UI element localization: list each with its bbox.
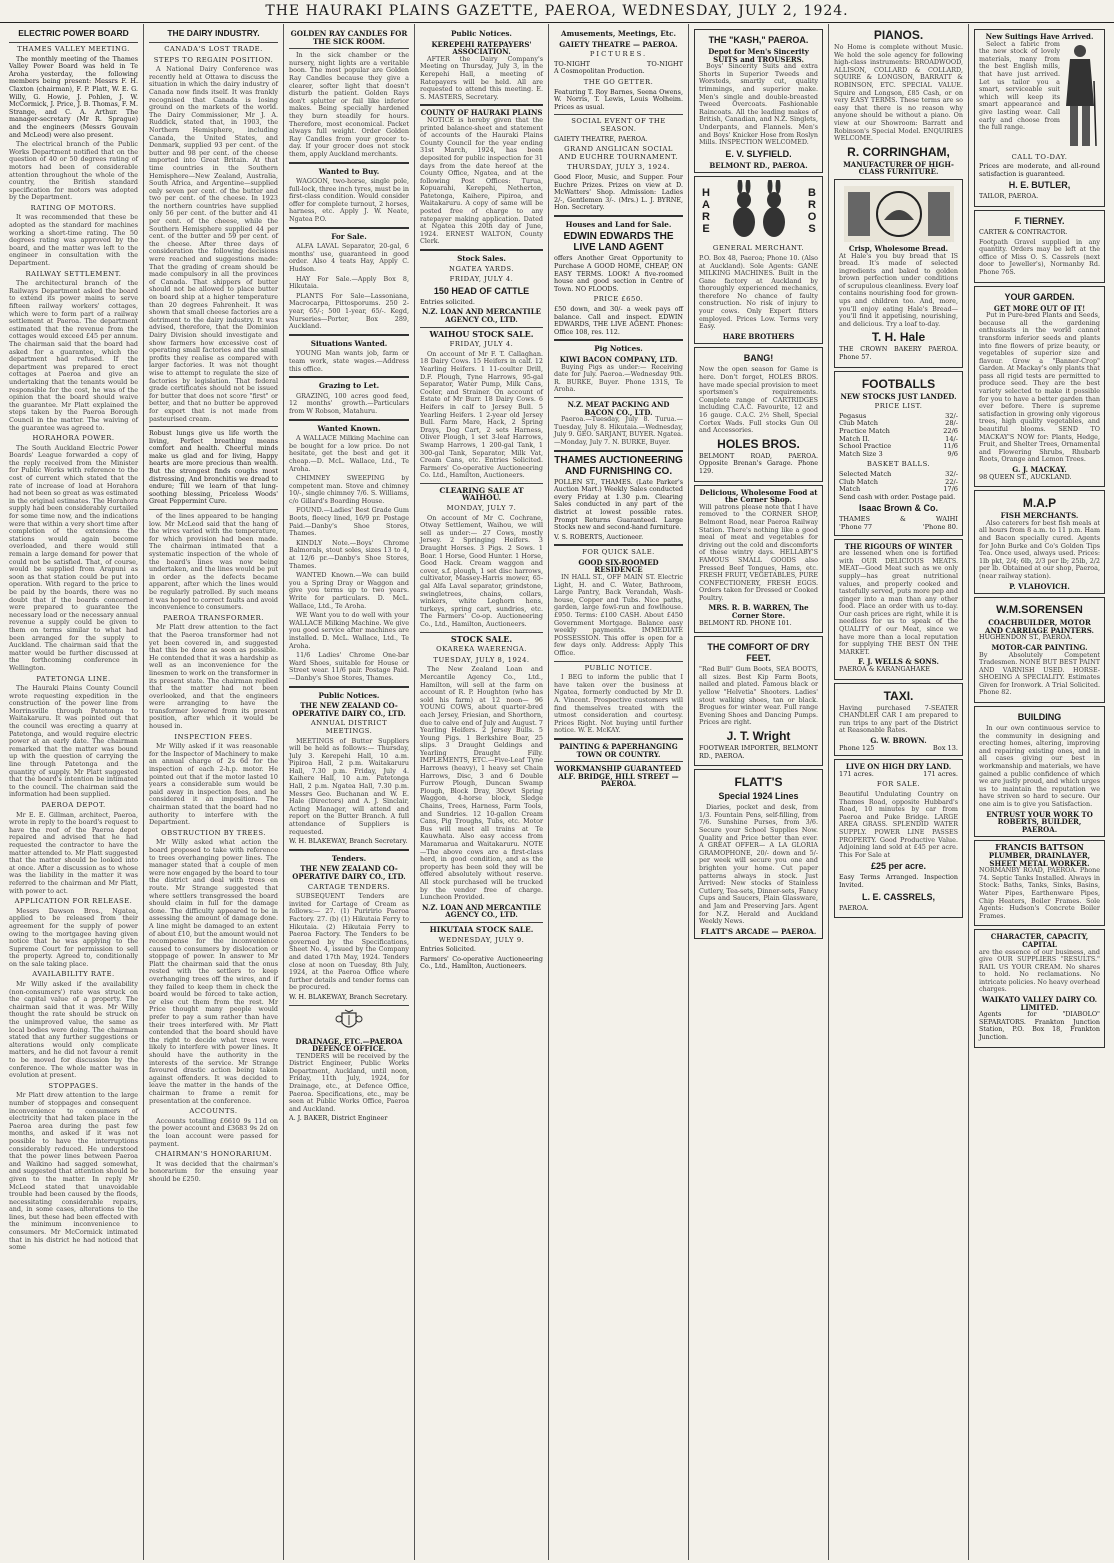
basketball-price-list xyxy=(839,471,958,494)
ad-text: Will patrons please note that I have removed to the CORNER SHOP, Belmont Road, near Paeroa Railway Station. There's nothing like a good meal of meat and vegetables for driving out the cold and discomforts of these wintry days. HELLABY'S FAMOUS SMALL GOODS also Pressed Beef Tongues, Hams, etc. FRESH FRUIT, VEGETABLES, PURE CONFECTIONERY, FRESH EGGS. Orders taken for Dressed or Cooked Poultry. xyxy=(699,502,818,602)
section-header: For Sale. xyxy=(331,231,367,241)
ad-text: GRAZING, 100 acres good feed, 12 months' growth.—Particulars from W Robson, Matahuru. xyxy=(289,391,409,415)
item-price: 17/6 xyxy=(943,485,958,494)
ad-title: YOUR GARDEN. xyxy=(1004,291,1075,302)
footballs-ad xyxy=(834,371,963,536)
ad-text: A Cosmopolitan Production. xyxy=(554,67,645,76)
column-stock-sales xyxy=(415,24,549,1560)
ad-text: Beautiful Undulating Country on Thames Road, opposite Hubbard's Road, 10 minutes by car from Paeroa and Puke Bridge. LARGE AREA GRASS. SPLENDID WATER SUPPLY. POWER LINE PASSES PROPERTY. Good Productive Value. Adjoining land sold at £45 per acre. This For Sale at xyxy=(839,789,958,859)
holes-bros-ad xyxy=(694,347,823,481)
ad-title: PIANOS. xyxy=(873,28,924,42)
ad-text: NOTICE is hereby given that the printed balance-sheet and statement of accounts of the Hauraki Plains County Council for the year ending 31st March, 1924, has been deposited for public inspection for 31 days from the date hereof at the County Office, Ngatea, and at the following Post Offices: Turua, Kopuarahi, Kerepehi, Netherton, Patetonga, Kaihere, Pipiroa, and Waitakaruru. A copy of same will be posted free of charge to any ratepayer making application. Dated at Ngatea this 20th day of June, 1924. ERNEST WALTON, County Clerk. xyxy=(420,115,543,246)
section-heading: CHAIRMAN'S HONORARIUM. xyxy=(154,1150,273,1159)
ad-text: At Hale's you buy bread that IS bread. It's made of selected ingredients and baked to golden brown perfection under conditions of scrupulous cleanliness. Every loaf contains nourishing food for grown-ups and children too. And, more, you'll enjoy eating Hale's Bread—you'll find it appetising, nourishing, and delicious. Try a loaf to-day. xyxy=(839,251,958,328)
masthead: THE HAURAKI PLAINS GAZETTE, PAEROA, WEDNESDAY, JULY 2, 1924. xyxy=(0,0,1114,23)
film-title: THE GO GETTER. xyxy=(583,77,654,86)
sale-title: WAIHOU STOCK SALE. xyxy=(429,328,534,339)
section-heading: OBSTRUCTION BY TREES. xyxy=(161,828,266,837)
gentleman-illustration-icon xyxy=(1060,41,1100,151)
column-retail xyxy=(689,24,829,1560)
section-heading: RAILWAY SETTLEMENT. xyxy=(25,269,122,278)
ad-title: KEREPEHI RATEPAYERS' ASSOCIATION. xyxy=(431,39,532,57)
ad-text: In our own continuous service to the community in designing and erecting homes, altering, improving and repairing existing ones, and in all cases giving our best in workmanship and materials, we have gained a public confidence of which we are justly proud, and which urges us to maintain the reputation we have striven so hard to secure. Our one aim is to give you Satisfaction. xyxy=(979,724,1100,808)
ad-text: Select a fabric from the new stock of lovely materials, many from the best English mills, that have just arrived. Let us tailor you a smart, serviceable suit which will keep its smart appearance and give lasting wear. Call early and choose from the full range. xyxy=(979,39,1060,132)
article-subtitle: THAMES VALLEY MEETING. xyxy=(17,45,130,53)
service-heading: MOTOR-CAR PAINTING. xyxy=(991,642,1088,652)
ad-text: WE Want you to do well with your WALLACE Milking Machine. We give you good service after machines are installed. D. McL. Wallace, Ltd., Te Aroha. xyxy=(289,611,409,650)
sale-list: On account of Mr C. Cochrane, Otway Settlement, Waihou, we will sell as under:— 27 Cows, mostly Jersey. 2 Springing Heifers. 3 Draught Horses. 3 Pigs. 2 Sows. 1 Boar. 1 Horse, Good Hunter. 1 Horse, Good Hack. Cream waggon and cover, s.f. plough, 1 set disc harrows, cultivator, Massey-Harris mower, 65-gal Alfa Laval separator, grindstone, swingletrees, chains, collars, winkers, white Leghorn hens, turkeys, spring cart, sundries, etc. The Farmers' Co-op. Auctioneering Co., Ltd., Hamilton, Auctioneers. xyxy=(420,513,543,628)
item-name: Match Size 3 xyxy=(839,449,883,458)
poem-text: Robust lungs give us life worth the living, Perfect breathing means comfort and health. Cheerful minds make us glad and for living, Happy hearts are more precious than wealth. But the strongest finds coughs most distressing, And bronchitis we dread to endure; Till we learn of that lung-soothing blessing, Priceless Woods' Great Peppermint Cure. xyxy=(149,429,278,506)
section-header: Wanted to Buy. xyxy=(318,166,380,176)
section-heading: STEPS TO REGAIN POSITION. xyxy=(153,55,274,64)
body-text: Mr Willy asked if it was reasonable for the Inspector of Machinery to make an annual charge of 2s 6d for the inspection of each 2-h.p. motor. He pointed out that if the motor lasted 10 years a considerable sum would be paid away in inspection fees, and he considered it an imposition. The chairman stated that the board had no authority to interfere with the Department. xyxy=(149,742,278,827)
ad-text: MEETINGS of Butter Suppliers will be held as follows:— Thursday, July 3. Kerepehi Hall, 10 a.m. Pipiroa Hall, 2 p.m. Waitakaruru Hall, 7.30 p.m. Friday, July 4. Kaihere Hall, 10 a.m. Patetonga Hall, 2 p.m. Ngatea Hall, 7.30 p.m. Messrs Geo. Buchanan and W. E. Hale (Directors) and A. J. Sinclair, Acting Manager, will attend and report on the Butter Branch. A full attendance of Suppliers is requested. xyxy=(289,736,409,836)
body-text: The electrical branch of the Public Works Department notified that on the question of 40 or 50 degrees rating of motors had been of considerable attention throughout the whole of the country, the British standard specification for motors was adopted by the Department. xyxy=(9,140,138,202)
ad-title: THAMES AUCTIONEERING AND FURNISHING CO. xyxy=(554,454,683,477)
sale-headline: 150 HEAD OF CATTLE xyxy=(433,285,530,296)
ad-text: SUBSEQUENT Tenders are invited for Cartage of Cream as follows:— 27. (1) Puriririo Paeroa Factory. 27. (b) (1) Hikutaia Ferry to Hikutaia. (2) Hikutaia Ferry to Paeroa Factory. The Tenders to be governed by the Specifications, Sheet No. 4, issued by the Company and dated 17th May, 1924. Tenders close at noon on Tuesday, 8th July, 1924, at the Paeroa Office where further details and tender forms can be procured. xyxy=(289,892,409,992)
ad-text: PLANTS For Sale—Lassoniana, Macrocarpa, Pittosporums. 250 2-year, 65/-; 500 1-year, 65/-. Kegd, Nurseries—Porter, Box 289, Auckland. xyxy=(289,291,409,331)
battson-ad xyxy=(974,840,1105,926)
item-price: 28/- xyxy=(945,419,958,428)
item-price: 22/- xyxy=(945,477,958,486)
address: BELMONT RD., PAEROA. xyxy=(709,160,808,170)
sale-title: STOCK SALE. xyxy=(450,633,513,644)
proprietor: P. VLAHOVICH. xyxy=(1009,581,1070,591)
body-text: The Hauraki Plains County Council wrote requesting expedition in the construction of the power line from Morrinsville through Patetonga to Waitakaruru. It was pointed out that the council was erecting a quarry at Patetonga, and would require electric power at an early date. The chairman remarked that the matter was bound up with the question of carrying the line through Patetonga and the quantity of supply. Mr Platt suggested that the board's intention be intimated to the council. The chairman said the information had been supplied. xyxy=(9,684,138,799)
ad-title: KIWI BACON COMPANY, LTD. xyxy=(559,355,678,364)
proprietor: E. V. SLYFIELD. xyxy=(725,148,792,159)
ad-text: Put in Pure-bred Plants and Seeds, because all the gardening enthusiasts in the world cannot transform inferior seeds and plants into fine flowers of prize beauty, or vegetables of superior size and flavour. Grow a "Banner-Crop" Garden. At Mackay's only plants that pass all rigid tests are permitted to produce seed. They are the best variety selected to make it possible for you to have a better garden than ever before. There is supreme satisfaction in growing only vigorous trees, high quality vegetables, and beautiful blooms. SEND TO MACKAY'S NOW for: Plants, Hedge, Fruit, and Shelter Trees, Ornamental and Flowering Shrubs, Rhubarb Roots, Orange and Lemon Trees. xyxy=(979,311,1100,464)
ad-title: TAXI. xyxy=(883,688,914,703)
store-name: F. TIERNEY. xyxy=(1014,215,1065,226)
hare-letters: HARE xyxy=(700,187,712,236)
body-text: A National Dairy Conference was recently held at Ottawa to discuss the situation in which the dairy industry of Canada now finds itself. It was frankly recognised that Canada is losing ground on the markets of the world. The Dairy Commissioner, Mr J. A. Ruddick, stated that, in 1903, the Northern Hemisphere, including Canada, the United States, and Denmark, supplied 93 per cent. of the butter and 98 per cent. of the cheese imported into Great Britain. At that time countries in the Southern Hemisphere—New Zealand, Australia, South Africa, and Argentine—supplied only seven per cent. of the butter and two per cent. of the cheese. In 1923 the northern countries have supplied only 56 per cent. of the butter and 41 per cent. of the cheese, while the Southern Hemisphere supplied 44 per cent. of the butter and 59 per cent. of the cheese. After three days of consideration the following decisions were reached and suggestions made: That the grading of cream should be made compulsory in all the provinces of Canada. That shippers of butter should not be allowed to place butter on board ship at a higher temperature than 20 degrees Fahrenheit. It was shown that small cheese factories are a detriment to the dairy industry. It was advised, therefore, that the Dominion Dairy Division should investigate and show farmers how excessive cost of operating small factories and the small profits they realise as compared with larger factories. It was not thought wise to attempt to regulate the size of factories by legislation. That federal grade certificates should not be issued for butter that does not score "first" or better, and that no butter be approved for export that is not made from pasteurised cream. xyxy=(149,65,278,423)
ad-subtitle: FISH MERCHANTS. xyxy=(1000,511,1079,521)
ad-text: Footpath Gravel supplied in any quantity. Orders may be left at the office of Miss O. S. Cassrels (next door to Jeweller's), Normanby Rd. Phone 76S. xyxy=(979,237,1100,276)
ad-signature: W. H. BLAKEWAY, Branch Secretary. xyxy=(289,837,408,846)
auctioneer: N.Z. LOAN AND MERCANTILE AGENCY CO., LTD. xyxy=(422,902,541,920)
football-price-list xyxy=(839,413,958,459)
ad-title: CHARACTER, CAPACITY, CAPITAL xyxy=(990,932,1089,949)
ad-title: COUNTY OF HAURAKI PLAINS xyxy=(420,108,543,118)
event-date: THURSDAY, JULY 3, 1924. xyxy=(567,163,670,172)
agent-name: L. E. CASSRELS, xyxy=(861,891,935,902)
ad-text: Send cash with order. Postage paid. xyxy=(839,492,956,501)
proprietor: MRS. R. B. WARREN, The Corner Store. xyxy=(708,603,809,621)
item-price: 22/6 xyxy=(943,427,958,435)
wells-ad xyxy=(834,539,963,680)
column-electric-power xyxy=(4,24,144,1560)
article-title: THE DAIRY INDUSTRY. xyxy=(167,28,260,38)
column-trades xyxy=(969,24,1110,1560)
sale-list: On account of Mr F. T. Callaghan. 18 Dairy Cows. 15 Heifers in calf. 12 Yearling Heifers. 1 11-coulter Drill, D.F. Plough, Tyne Harrows, 95-gal Separator, Water Pump, Milk Cans, Cooler, and Strainer. On account of Estate of Mr Burr. 18 Dairy Cows. 6 Heifers in calf to Jersey Bull. 5 Yearling Heifers. 1 2-year old Jersey Bull. Farm Mare, Hack, 2 Spring Drays, Dog Cart, 2 sets Harness, Oliver Plough, 1 set 3-leaf Harrows, Swamp Harrows, 1 200-gal Tank, 1 300-gal Tank, Separator, Milk Vat, Cream Cans, etc. Entries Solicited. Farmers' Co-operative Auctioneering Co. Ltd., Hamilton, Auctioneers. xyxy=(420,349,543,480)
ad-text: 11/6 Ladies' Chrome One-bar Ward Shoes, suitable for House or Street wear. 11/6 pair. Postage Paid.—Danby's Shoe Stores, Thames. xyxy=(289,651,409,682)
coat-of-arms-icon xyxy=(334,1009,364,1035)
sale-note: Farmers' Co-operative Auctioneering Co., Ltd., Hamilton, Auctioneers. xyxy=(420,954,543,971)
section-heading: AVAILABILITY RATE. xyxy=(32,970,115,979)
item-name: Selected Match xyxy=(839,469,892,478)
price-list-heading: PRICE LIST. xyxy=(874,402,923,411)
ad-title: Crisp, Wholesome Bread. xyxy=(848,243,949,253)
bros-letters: BROS xyxy=(806,187,818,236)
section-heading: INSPECTION FEES. xyxy=(174,732,253,741)
body-text: It was recommended that these be adopted as the standard for machines working a short-time rating. The 50 degrees rating was approved by the board, and the matter was left to the engineer in consultation with the Department. xyxy=(9,213,138,268)
sale-note: Entries Solicited. xyxy=(420,945,476,954)
article-title: ELECTRIC POWER BOARD xyxy=(18,28,129,38)
store-name: Isaac Brown & Co. xyxy=(858,503,939,514)
store-name: FLATT'S xyxy=(734,775,783,790)
signature: HARE BROTHERS xyxy=(722,331,795,341)
ad-text: GAIETY THEATRE, PAEROA. xyxy=(554,134,648,143)
sorensen-ad xyxy=(974,597,1105,703)
vlahovich-ad xyxy=(974,490,1105,594)
address: TAILOR, PAEROA. xyxy=(979,192,1039,201)
address: THE CROWN BAKERY PAEROA. Phone 57. xyxy=(839,345,958,362)
ad-title: DRAINAGE, ETC.—PAEROA DEFENCE OFFICE. xyxy=(295,1036,403,1054)
section-heading: RATING OF MOTORS. xyxy=(30,203,117,212)
store-name: J. T. Wright xyxy=(726,729,791,743)
ad-title: PUBLIC NOTICE. xyxy=(584,663,653,672)
address: PAEROA. xyxy=(839,903,869,912)
ad-title: FOOTBALLS xyxy=(861,376,936,391)
ad-subtitle: CARTAGE TENDERS. xyxy=(307,882,391,891)
ad-subtitle: NEW STOCKS JUST LANDED. xyxy=(840,391,957,401)
item-name: Pegasus xyxy=(839,411,867,420)
column-classifieds xyxy=(284,24,415,1560)
sale-location: OKAREKA WAERENGA. xyxy=(436,645,527,654)
ad-title: THE "KASH," PAEROA. xyxy=(708,35,809,45)
section-header: Tenders. xyxy=(331,853,367,863)
ad-title: N.Z. MEAT PACKING AND BACON CO., LTD. xyxy=(567,399,670,417)
ad-subtitle: COACHBUILDER, MOTOR AND CARRIAGE PAINTERS. xyxy=(985,618,1094,635)
auctioneer: N.Z. LOAN AND MERCANTILE AGENCY CO., LTD. xyxy=(422,307,541,324)
ad-text: TENDERS will be received by the District Engineer, Public Works Department, Auckland, until noon, Friday, 11th July, 1924, for Drainage, etc., at Defence Office, Paeroa. Specifications, etc., may be seen at Public Works Office, Paeroa and Auckland. xyxy=(289,1051,409,1113)
item-name: Club Match xyxy=(839,419,878,428)
ad-text: In the sick chamber or the nursery, night lights are a veritable boon. The most popular are Golden Ray Candles because they give a clearer, softer light that doesn't disturb the patient. Golden Rays don't splutter or fail like inferior makes. Being specially hardened they burn steadily for hours. Therefore, most economical. Packet always full weight. Order Golden Ray Candles from your grocer to-day. If your grocer does not stock them, apply Auckland merchants. xyxy=(289,51,409,158)
ad-title: GOLDEN RAY CANDLES FOR THE SICK ROOM. xyxy=(290,29,408,46)
ad-text: AFTER the Dairy Company's Meeting on Thursday, July 3, in the Kerepehi Hall, a meeting of Ratepayers will be held. All are requested to attend this meeting. E. S. MASTERS, Secretary. xyxy=(420,54,543,101)
item-price: 9/6 xyxy=(947,449,958,458)
agent-name: EDWIN EDWARDS THE LIVE LAND AGENT xyxy=(563,231,674,254)
ad-text: A WALLACE Milking Machine can be bought for a low price. Do not hesitate, get the best and get it cheap.—D. McL. Wallace, Ltd., Te Aroha. xyxy=(289,434,409,473)
ad-title: LIVE ON HIGH DRY LAND. xyxy=(845,762,952,772)
item-name: Match II. xyxy=(839,434,870,443)
item-name: Match xyxy=(839,485,861,494)
body-text: Accounts totalling £6610 9s 11d on the power account and £3683 9s 2d on the loan account were passed for payment. xyxy=(149,1116,278,1148)
ad-text: Now the open season for Game is here. Don't forget, HOLES BROS. have made special provision to meet sportsmen's requirements. Complete range of CARTRIDGES including C.A.C. Favourite, 12 and 16 gauge. C.A.C. 2½ Shell, Special Cortex Wads. Full stocks Gun Oil and Accessories. xyxy=(699,365,818,435)
article-subtitle: CANADA'S LOST TRADE. xyxy=(164,45,263,53)
kash-ad xyxy=(694,29,823,173)
item-price: 14/- xyxy=(945,434,958,443)
body-text: Mr Willy asked what action the board proposed to take with reference to trees overhanging power lines. The manager stated that a couple of men were now engaged by the board to tour the district and deal with trees en route. Mr Strange suggested that where settlers transgressed the board should claim in full for the damage done. The difficulty appeared to be in assessing the amount of damage done. A line might be damaged to an extent of about £10, but the amount would not recompense for the inconvenience caused to consumers by dislocation or stoppage of power. In answer to Mr Platt the chairman said that the onus rested with the settlers to keep overhanging trees off the wires, and if they failed to keep them in check the board would be forced to take action, or else cut them from the rest. Mr Price thought many people would prefer to pay a sum rather than have their trees interfered with. Mr Platt contended that the board should have the right to decide what trees were likely to interfere with power lines. It should have the authority in the interests of the service. Mr Strange favoured drastic action being taken against offenders. It was decided to leave the matter in the hands of the chairman to frame a remit for presentation at the conference. xyxy=(149,838,278,1105)
item-name: Practice Match xyxy=(839,427,890,435)
sale-date: TUESDAY, JULY 8, 1924. xyxy=(433,655,530,664)
section-header: Stock Sales. xyxy=(457,254,506,264)
ad-text: YOUNG Man wants job, farm or team work, state wages.—Address this office. xyxy=(289,349,409,373)
ad-signature: V. S. ROBERTS, Auctioneer. xyxy=(554,532,644,541)
store-name: HOLES BROS. xyxy=(717,436,800,451)
section-header: Grazing to Let. xyxy=(318,381,380,391)
taxi-ad xyxy=(834,683,963,757)
ad-subtitle: Depot for Men's Sincerity SUITS and TROUSERS. xyxy=(708,47,809,64)
store-name: R. CORRINGHAM, xyxy=(847,144,950,159)
ad-text: FOUND.—Ladies' Best Grade Gum Boots, fleecy lined, 16/9 pr. Postage Paid.—Danby's Shoe Stores, Thames. xyxy=(289,506,409,538)
signature: ENTRUST YOUR WORK TO ROBERTS, BUILDER, PAEROA. xyxy=(986,809,1093,834)
column-shops xyxy=(829,24,969,1560)
land-sale-ad xyxy=(834,759,963,918)
ad-subtitle: FOR SALE. xyxy=(876,780,921,789)
bakery-ad xyxy=(834,179,963,368)
ad-text: HAY For Sale.—Apply Box 8, Hikutaia. xyxy=(289,274,409,291)
sale-date: WEDNESDAY, JULY 9. xyxy=(438,935,525,944)
section-header: Public Notices. xyxy=(451,29,512,38)
sale-date: MONDAY, JULY 7. xyxy=(446,504,517,513)
section-header: Amusements, Meetings, Etc. xyxy=(561,29,676,38)
ad-text: "Red Bull" Gum Boots, SEA BOOTS, all sizes. Best Kip Farm Boots, nailed and plated. Famous black or yellow "Helvetia" Shooters. Ladies' stout walking shoes, tan or black. Brogues for winter wear. Full range Evening Shoes and Dancing Pumps. Prices are right. xyxy=(699,665,818,727)
hare-bros-ad xyxy=(694,176,823,344)
section-heading: PAEROA TRANSFORMER. xyxy=(163,613,264,622)
body-text: The architectural branch of the Railways Department asked the board to extend its power mains to serve fifteen railway workers' cottages, which were to form part of a railway settlement at Paeroa. The department estimated that the revenue from the cottages would exceed £45 per annum. The chairman said that the board had asked for a guarantee, which the department had refused. If the department was prepared to erect cottages at Paeroa and give an undertaking that the tenants would be responsible for the cost, he was of the opinion that the board should waive the guarantee. Mr Platt explained the steps taken by the Paeroa Borough Council in the matter. The waiving of the guarantee was agreed to. xyxy=(9,279,138,432)
ad-title: THE COMFORT OF DRY FEET. xyxy=(707,642,810,664)
ad-text: Prices are moderate, and all-round satisfaction is guaranteed. xyxy=(979,162,1100,178)
sale-date: FRIDAY, JULY 4. xyxy=(449,340,514,349)
section-heading: STOPPAGES. xyxy=(48,1081,99,1090)
ad-title: PAINTING & PAPERHANGING TOWN OR COUNTRY. xyxy=(559,741,678,759)
body-text: The South Auckland Electric Power Boards' League forwarded a copy of the reply received from the Minister for Public Works with reference to the cost of current which stated that the rate of increase of load at Horahora had not been so great as was estimated in the original estimates. The Horahora supply had been considerably curtailed for some time now, and the indications were that within a very short time after completion of the extensions the stations would again become overloaded, and there would still remain a large demand for power that could not be satisfied. That, of course, would be supplied from Arapuni as soon as that station could be put into operation. With regard to the price to be paid by the boards, there was no doubt that if the boards concerned were prepared to guarantee the necessary load or the necessary annual revenue a supply could be given to them on terms similar to what had been arranged for the supply to Auckland. The chairman said that the matter would be further discussed at the forthcoming conference in Wellington. xyxy=(9,443,138,672)
ad-title: Delicious, Wholesome Food at the Corner Shop. xyxy=(699,487,818,505)
sale-note: Entries solicited. xyxy=(420,297,475,306)
page-columns xyxy=(4,24,1110,1560)
ad-text: IN HALL ST., OFF MAIN ST. Electric Light, H. and C. Water, Bathroom, Large Pantry, Back Verandah, Wash-house, Copper and Tubs. Nice paths, garden, large fowl-run and fowlhouse. £950. Terms: £100 CASH. About £450 Government Mortgage. Balance easy weekly payments. IMMEDIATE POSSESSION. This offer is open for a few days only. Address: Apply This Office. xyxy=(554,573,683,657)
store-phones: 'Phone 77 'Phone 80. xyxy=(839,522,958,531)
ad-title: Special 1924 Lines xyxy=(718,791,799,802)
ad-text: WAGGON, two-horse, single pole, full-lock, three inch tyres, must be in first-class condition. Would consider offer for complete turnout, 2 horses, harness, etc. Apply J. W. Neate, Ngatea P.O. xyxy=(289,177,409,224)
ad-title: THE RIGOURS OF WINTER xyxy=(844,541,953,551)
section-heading: HORAHORA POWER. xyxy=(32,434,115,443)
item-name: School Practice xyxy=(839,442,892,451)
ad-subtitle: PLUMBER, DRAINLAYER, SHEET METAL WORKER. xyxy=(988,850,1091,868)
price: PRICE £650. xyxy=(593,295,644,304)
sale-date: FRIDAY, JULY 4. xyxy=(449,275,514,284)
ad-text: £50 down, and 30/- a week pays off balance. Call and inspect. EDWIN EDWARDS, THE LIVE AGENT. Phones: Office 108, res. 112. xyxy=(554,305,683,336)
ad-text: Agents for "DIABOLO" SEPARATORS. Frankton Junction Station, P.O. Box 18, Frankton Junction. xyxy=(979,1010,1100,1042)
ad-subtitle: WORKMANSHIP GUARANTEED xyxy=(556,764,681,774)
acreage: 171 acres. 171 acres. xyxy=(839,769,958,778)
wright-ad xyxy=(694,636,823,766)
store-name: T. H. Hale xyxy=(871,330,926,345)
item-name: Club Match xyxy=(839,477,878,486)
section-header: Situations Wanted. xyxy=(310,338,388,348)
price-row xyxy=(839,451,958,459)
store-name: W.M.SORENSEN xyxy=(996,604,1083,617)
ad-text: Boys' Sincerity Suits and extra Shorts in Superior Tweeds and Worsteds, smartly cut, quality trimmings, and superior make. Men's single and double-breasted Tweed Overcoats. Fashionable Raincoats. All the leading makes of British, Canadian, and N.Z. Singlets, Underpants, and Flannels. Men's and Boys' Knicker Hose from Roslyn Mills. INSPECTION WELCOMED. xyxy=(699,62,818,147)
ad-text: are the essence of our business, and give OUR SUPPLIERS "RESULTS." RAIL US YOUR CREAM. No shares to hold. No reclamations. No intricate policies. No heavy overhead charges. xyxy=(979,947,1100,994)
ad-subtitle: PICTURES. xyxy=(589,50,648,59)
section-header: Wanted Known. xyxy=(317,423,381,433)
ad-text: I BEG to inform the public that I have taken over the business at Ngatea, formerly conducted by Mr D. A. Vincent. Prospective customers will find themselves treated with the utmost consideration and courtesy. Prices Right. Not buying until further notice. W. E. McKAY. xyxy=(554,673,683,735)
article-intro: The monthly meeting of the Thames Valley Power Board was held in Te Aroha yesterday, the following members being present: Messrs F. H. Claxton (chairman), F. P. Platt, W. E. G. Willy, G. Howie, J. Pohlen, J. W. McCormick, J. Price, J. B. Thomas, F. M. Strange, and C. A. Arthur. The manager-secretary (Mr R. Sprague) and the engineers (Messrs Gouvain and McLeod) were also present. xyxy=(9,54,138,139)
ad-text: Having purchased 7-SEATER CHANDLER CAR I am prepared to run trips to any part of the District at Reasonable Rates. xyxy=(839,703,958,735)
sale-title: CLEARING SALE AT WAIHOU. xyxy=(439,485,524,503)
ad-text: WANTED Known.—We can build you a Spring Dray or Waggon and give you terms up to two years. Write for particulars. D. McL. Wallace, Ltd., Te Aroha. xyxy=(289,571,409,610)
waikato-ad xyxy=(974,929,1105,1047)
item-price: 32/- xyxy=(945,469,958,478)
store-name: WAIKATO VALLEY DAIRY CO. LIMITED. xyxy=(981,995,1098,1012)
address: FOOTWEAR IMPORTER, BELMONT RD., PAEROA. xyxy=(699,744,818,760)
call-to-action: CALL TO-DAY. xyxy=(1011,152,1068,161)
ad-subtitle: GET MORE OUT OF IT! xyxy=(993,303,1086,313)
ad-title: THE NEW ZEALAND CO-OPERATIVE DAIRY CO., LTD. xyxy=(292,701,406,718)
ad-title: BANG! xyxy=(743,353,774,364)
ad-title: SOCIAL EVENT OF THE SEASON. xyxy=(571,117,666,133)
ad-text: No Home is complete without Music. We hold the sole agency for following high-class instruments: BROADWOOD, ALLISON, COLLARD & COLLARD, SQUIRE & LONGSON, BARRATT & ROBINSON, ETC. SPECIAL VALUE. Squire and Longson, £85 Cash, or on very EASY TERMS. These terms are so easy that there is no reason why anyone should be without a piano. On view at our Showroom: Barratt and Robinson's Special Model. ENQUIRIES WELCOME. xyxy=(834,43,963,143)
section-heading: PATETONGA LINE. xyxy=(36,674,111,683)
ad-subtitle: CARTER & CONTRACTOR. xyxy=(979,227,1068,236)
item-price: 11/6 xyxy=(943,442,958,451)
ad-text: P.O. Box 48, Paeroa; Phone 10. (Also at Auckland). Sole Agents: GANE MILKING MACHINES. Built in the Gane factory at Auckland by thoroughly experienced mechanics, therefore No chance of faulty construction. No risk of injury to your cows. Only Expert fitters employed. Prices Low. Terms very Easy. xyxy=(699,253,818,331)
ad-text: Buying Pigs as under:— Receiving date for July. Paeroa.—Wednesday 9th. R. BURKE, Buyer. Phone 131S, Te Aroha. xyxy=(554,362,683,394)
showtimes: TO-NIGHT TO-NIGHT xyxy=(554,59,683,68)
proprietor: G. W. BROWN. xyxy=(870,736,927,745)
ad-text: Featuring T. Roy Barnes, Seena Owens, W. Norris, T. Lewis, Louis Wolheim. Prices as usual. xyxy=(554,87,683,111)
mackay-ad xyxy=(974,286,1105,488)
store-name: FRANCIS BATTSON xyxy=(995,842,1084,853)
store-name: H. E. BUTLER, xyxy=(1008,180,1071,191)
bakery-icon xyxy=(844,186,954,242)
roberts-ad xyxy=(974,706,1105,837)
butler-ad xyxy=(974,29,1105,207)
section-heading: ACCOUNTS. xyxy=(189,1107,238,1116)
store-name: G. J. MACKAY. xyxy=(1012,465,1067,474)
section-heading: APPLICATION FOR RELEASE. xyxy=(14,897,133,906)
flatts-ad xyxy=(694,769,823,939)
ad-text: Good Floor, Music, and Supper. Four Euchre Prizes. Prizes on view at D. McWatters' Shop. Admission: Ladies 2/-, Gentlemen 3/-. (Mrs.) L. J. BYRNE, Hon. Secretary. xyxy=(554,172,683,212)
ad-text: KINDLY Note.—Boys' Chrome Balmorals, stout soles, sizes 13 to 4, at 12/6 pr.—Danby's Shoe Stores, Thames. xyxy=(289,538,409,570)
ad-text: CHIMNEY SWEEPING by competent man. Stove and chimney 10/-, single chimney 7/6. S. Williams, c/o Gillard's Boarding House. xyxy=(289,474,409,505)
store-name: M.A.P xyxy=(1022,496,1057,511)
ad-text: Also caterers for best fish meals at all hours from 8 a.m. to 11 p.m. Ham and Bacon specially cured. Agents for John Burke and Co's Golden Tips Tea. Once used, always used. Prices: 1lb pkt, 2/4; 6lb, 2/3 per lb; 25lb, 2/2 per lb. Obtained at our shop, Paeroa, (near railway station). xyxy=(979,518,1100,580)
ad-title: GAIETY THEATRE — PAEROA. xyxy=(559,39,678,49)
ad-text: offers Another Great Opportunity to Purchase A GOOD HOME, CHEAP, ON EASY TERMS. LOOK! A five-roomed house and good section in Centre of Town. NO FLOODS. xyxy=(554,254,683,293)
ad-subtitle: ANNUAL DISTRICT MEETINGS. xyxy=(310,719,388,735)
ad-signature: W. H. BLAKEWAY, Branch Secretary. xyxy=(289,992,408,1001)
contact: Phone 125 Box 13. xyxy=(839,743,958,752)
ad-signature: A. J. BAKER, District Engineer xyxy=(289,1114,388,1123)
body-text: Mr Willy asked if the availability (non-consumers') rate was struck on the capital value of a property. The chairman said that it was. Mr Willy thought the rate should be struck on the unimproved value, the same as local bodies were doing. The chairman stated that any further suggestions or alterations would only complicate matters, and he did not favour a remit to be moved for discussion by the conference. The whole matter was in evolution at present. xyxy=(9,980,138,1080)
body-text: Mr Platt drew attention to the fact that the Paeroa transformer had not yet been covered in, and suggested that this be done as soon as possible. He contended that it was a hardship as well as an inconvenience for the linesmen to work on the transformer in its present state. The chairman replied that the matter had not been overlooked, and that the engineers were arranging to have the transformer lowered from its present position, after which it would be housed in. xyxy=(149,623,278,731)
tierney-ad xyxy=(974,210,1105,283)
ad-subtitle: GENERAL MERCHANT. xyxy=(712,244,805,253)
ad-text: NORMANBY ROAD, PAEROA. Phone 74. Septic Tanks Installed. Always in Stock: Baths, Tanks, Sinks, Basins, Water Pipes, Earthenware Pipes, Chip Heaters, Boiler Frames. Sole Agents: Hudson's Concrete Boiler Frames. xyxy=(979,866,1100,920)
ad-subtitle: GOOD SIX-ROOMED RESIDENCE xyxy=(578,557,659,575)
body-text: Messrs Dawson Bros., Ngatea, applied to be released from their agreement for the supply of power owing to the mortgagee having given notice that he was applying to the Supreme Court for permission to sell the property. Agreed to, conditionally on the sale taking place. xyxy=(9,906,138,968)
ad-signature: ALF. BRIDGE, HILL STREET — PAEROA. xyxy=(558,771,679,789)
store-locations: THAMES & WAIHI xyxy=(839,515,958,524)
ad-text: POLLEN ST., THAMES. (Late Parker's Auction Mart.) Weekly Sales conducted every Friday at 1.30 p.m. Clearing Sales conducted in any part of the district at lowest possible rates. Prompt Returns Guaranteed. Large Stocks new and second-hand furniture. xyxy=(554,477,683,532)
ad-text: ALFA LAVAL Separator, 20-gal, 6 months' use, guaranteed in good order. Also 4 teats Hay, Apply C. Hudson. xyxy=(289,242,409,274)
rabbits-icon xyxy=(724,180,794,242)
sale-list: The New Zealand Loan and Mercantile Agency Co., Ltd., Hamilton, will sell at the farm on account of R. P. Houghton (who has sold his farm) at 12 noon— 96 YOUNG COWS, about quarter-bred each Jersey, Friesian, and Shorthorn, due to calve end of July and August. 7 Yearling Heifers. 2 Jersey Bulls. 5 Young Pigs. 1 Berkshire Boar, 25 slips. 3 Draught Geldings and Yearling Draught Filly. IMPLEMENTS, ETC.—Five-Leaf Tyne Harrows (heavy), 1 heavy set Chain Harrows, Disc, 3 and 6 Double Furrow Plough, Duncan Swamp Plough, Block Dray, 30cwt Spring Waggon, 4-horse block, Sledge Chains, Trees, Harness, Farm Tools, and Sundries. 12 10-gallon Cream Cans, Pig Troughs, Tubs, etc. Motor Bus will meet all trains at Te Kauwhata. Also easy access from Maramarua and Waitakaruru. NOTE—The above cows are a first-class herd, in good condition, and as the property has been sold they will be offered absolutely without reserve. All stock purchased will be trucked by the vendor free of charge. Luncheon Provided. xyxy=(420,665,543,902)
store-name: F. J. WELLS & SONS. xyxy=(858,657,939,667)
ad-subtitle: MANUFACTURER OF HIGH-CLASS FURNITURE. xyxy=(843,159,954,177)
ad-text: are lessened when one is fortified with OUR DELICIOUS MEATS. MEAT—Good Meat such as we only supply—has great nutritional values, and properly cooked and tastefully served, puts more pep and ginger into a man than any other food. Place an order with us to-day. Our cash prices are right, while it is needless for us to speak of the QUALITY of our Meat, since we have more than a local reputation for supplying THE BEST ON THE MARKET. xyxy=(839,549,958,656)
item-price: 32/- xyxy=(945,411,958,420)
section-header: Houses and Land for Sale. xyxy=(565,219,672,229)
ad-title: New Suitings Have Arrived. xyxy=(985,32,1094,41)
address: 98 QUEEN ST., AUCKLAND. xyxy=(979,472,1072,481)
ad-text: Diaries, pocket and desk, from 1/3. Fountain Pens, self-filling, from 7/6. Sunshine Purses, from 3/6. Secure your School Supplies Now. Quality and Price better than ever. A GREAT OFFER— A LA GLORIA GRAMOPHONE, 20/- down and 5/- per week will secure you one and brighten your home. Cut paper patterns always in stock. Just Arrived: New stocks of Stainless Cutlery, Tea-sets, Dinner-sets, Fancy Cups and Saucers, Plain Glassware, and Jam and Preserving Jars. Agent for N.Z. Herald and Auckland Weekly News. xyxy=(699,803,818,926)
basketball-heading: BASKET BALLS. xyxy=(866,460,931,469)
body-text: Mr Platt drew attention to the large number of stoppages and consequent inconvenience to consumers of electricity that had taken place in the Paeroa area during the past few months, and asked if it was not possible to have the interruptions considerably reduced. He understood that the power lines between Paeroa and Waikino had sagged somewhat, and suggested that attention should be given to the matter. In reply Mr McLeod stated that unavoidable trouble had been caused by the floods, necessitating considerable repairs, and, in some cases, alterations to the lines, but these had been effected with the minimum inconvenience to consumers. Mr McCormick intimated that in his district he had noticed that some xyxy=(9,1091,138,1252)
sale-location: NGATEA YARDS. xyxy=(449,264,514,273)
sale-title: HIKUTAIA STOCK SALE. xyxy=(429,924,534,934)
section-header: Public Notices. xyxy=(318,690,380,700)
warren-ad xyxy=(694,485,823,634)
column-amusements xyxy=(549,24,689,1560)
ad-text: Paeroa.—Tuesday, July 8. Turua.—Tuesday, July 8. Hikutaia.—Wednesday, July 9. GEO. SARJANT, BUYER. Ngatea.—Monday, July 7. N. BURKE, Buyer. xyxy=(554,415,683,446)
address: FLATT'S ARCADE — PAEROA. xyxy=(700,926,817,936)
address: BELMONT RD. PHONE 101. xyxy=(699,618,792,627)
address: PAEROA & KARANGAHAKE xyxy=(839,665,930,674)
price: £25 per acre. xyxy=(870,861,927,872)
body-text: Mr E. E. Gillman, architect, Paeroa, wrote in reply to the board's request to have the roof of the Paeroa depot repaired and advised that he had requested the contractor to have the matter attended to. Mr Platt suggested that the matter should be looked into at once. After a discussion as to whose was the liability in the matter it was referred to the chairman and Mr Platt, with power to act. xyxy=(9,810,138,895)
address: HUGHENDON ST., PAEROA. xyxy=(979,633,1073,642)
ad-title: FOR QUICK SALE. xyxy=(582,548,655,557)
ad-title: BUILDING xyxy=(1017,712,1062,723)
ad-subtitle: GRAND ANGLICAN SOCIAL AND EUCHRE TOURNAMENT. xyxy=(559,145,678,161)
section-header: Pig Notices. xyxy=(594,344,643,354)
ad-text: Easy Terms Arranged. Inspection Invited. xyxy=(839,873,958,889)
ad-title: THE NEW ZEALAND CO-OPERATIVE DAIRY CO., LTD. xyxy=(292,864,406,881)
ad-text: By Absolutely Competent Tradesmen. NONE BUT BEST PAINT AND VARNISH USED. HORSE-SHOEING A SPECIALITY. Estimates Given for Ironwork. A Trial Solicited. Phone 82. xyxy=(979,650,1100,697)
column-dairy-industry xyxy=(144,24,284,1560)
body-text: of the lines appeared to be hanging low. Mr McLeod said that the hang of the wires varied with the temperature, for which provision had been made. The chairman intimated that a systematic inspection of the whole of the board's lines was now being undertaken, and the lines would be put in order as the defects became apparent, after which the lines would be regularly patrolled. By such means it was hoped to correct faults and avoid inconvenience to consumers. xyxy=(149,512,278,612)
address: BELMONT ROAD, PAEROA. Opposite Brenan's Garage. Phone 129. xyxy=(699,451,818,475)
body-text: It was decided that the chairman's honorarium for the ensuing year should be £250. xyxy=(149,1159,278,1183)
section-heading: PAEROA DEPOT. xyxy=(41,801,106,809)
